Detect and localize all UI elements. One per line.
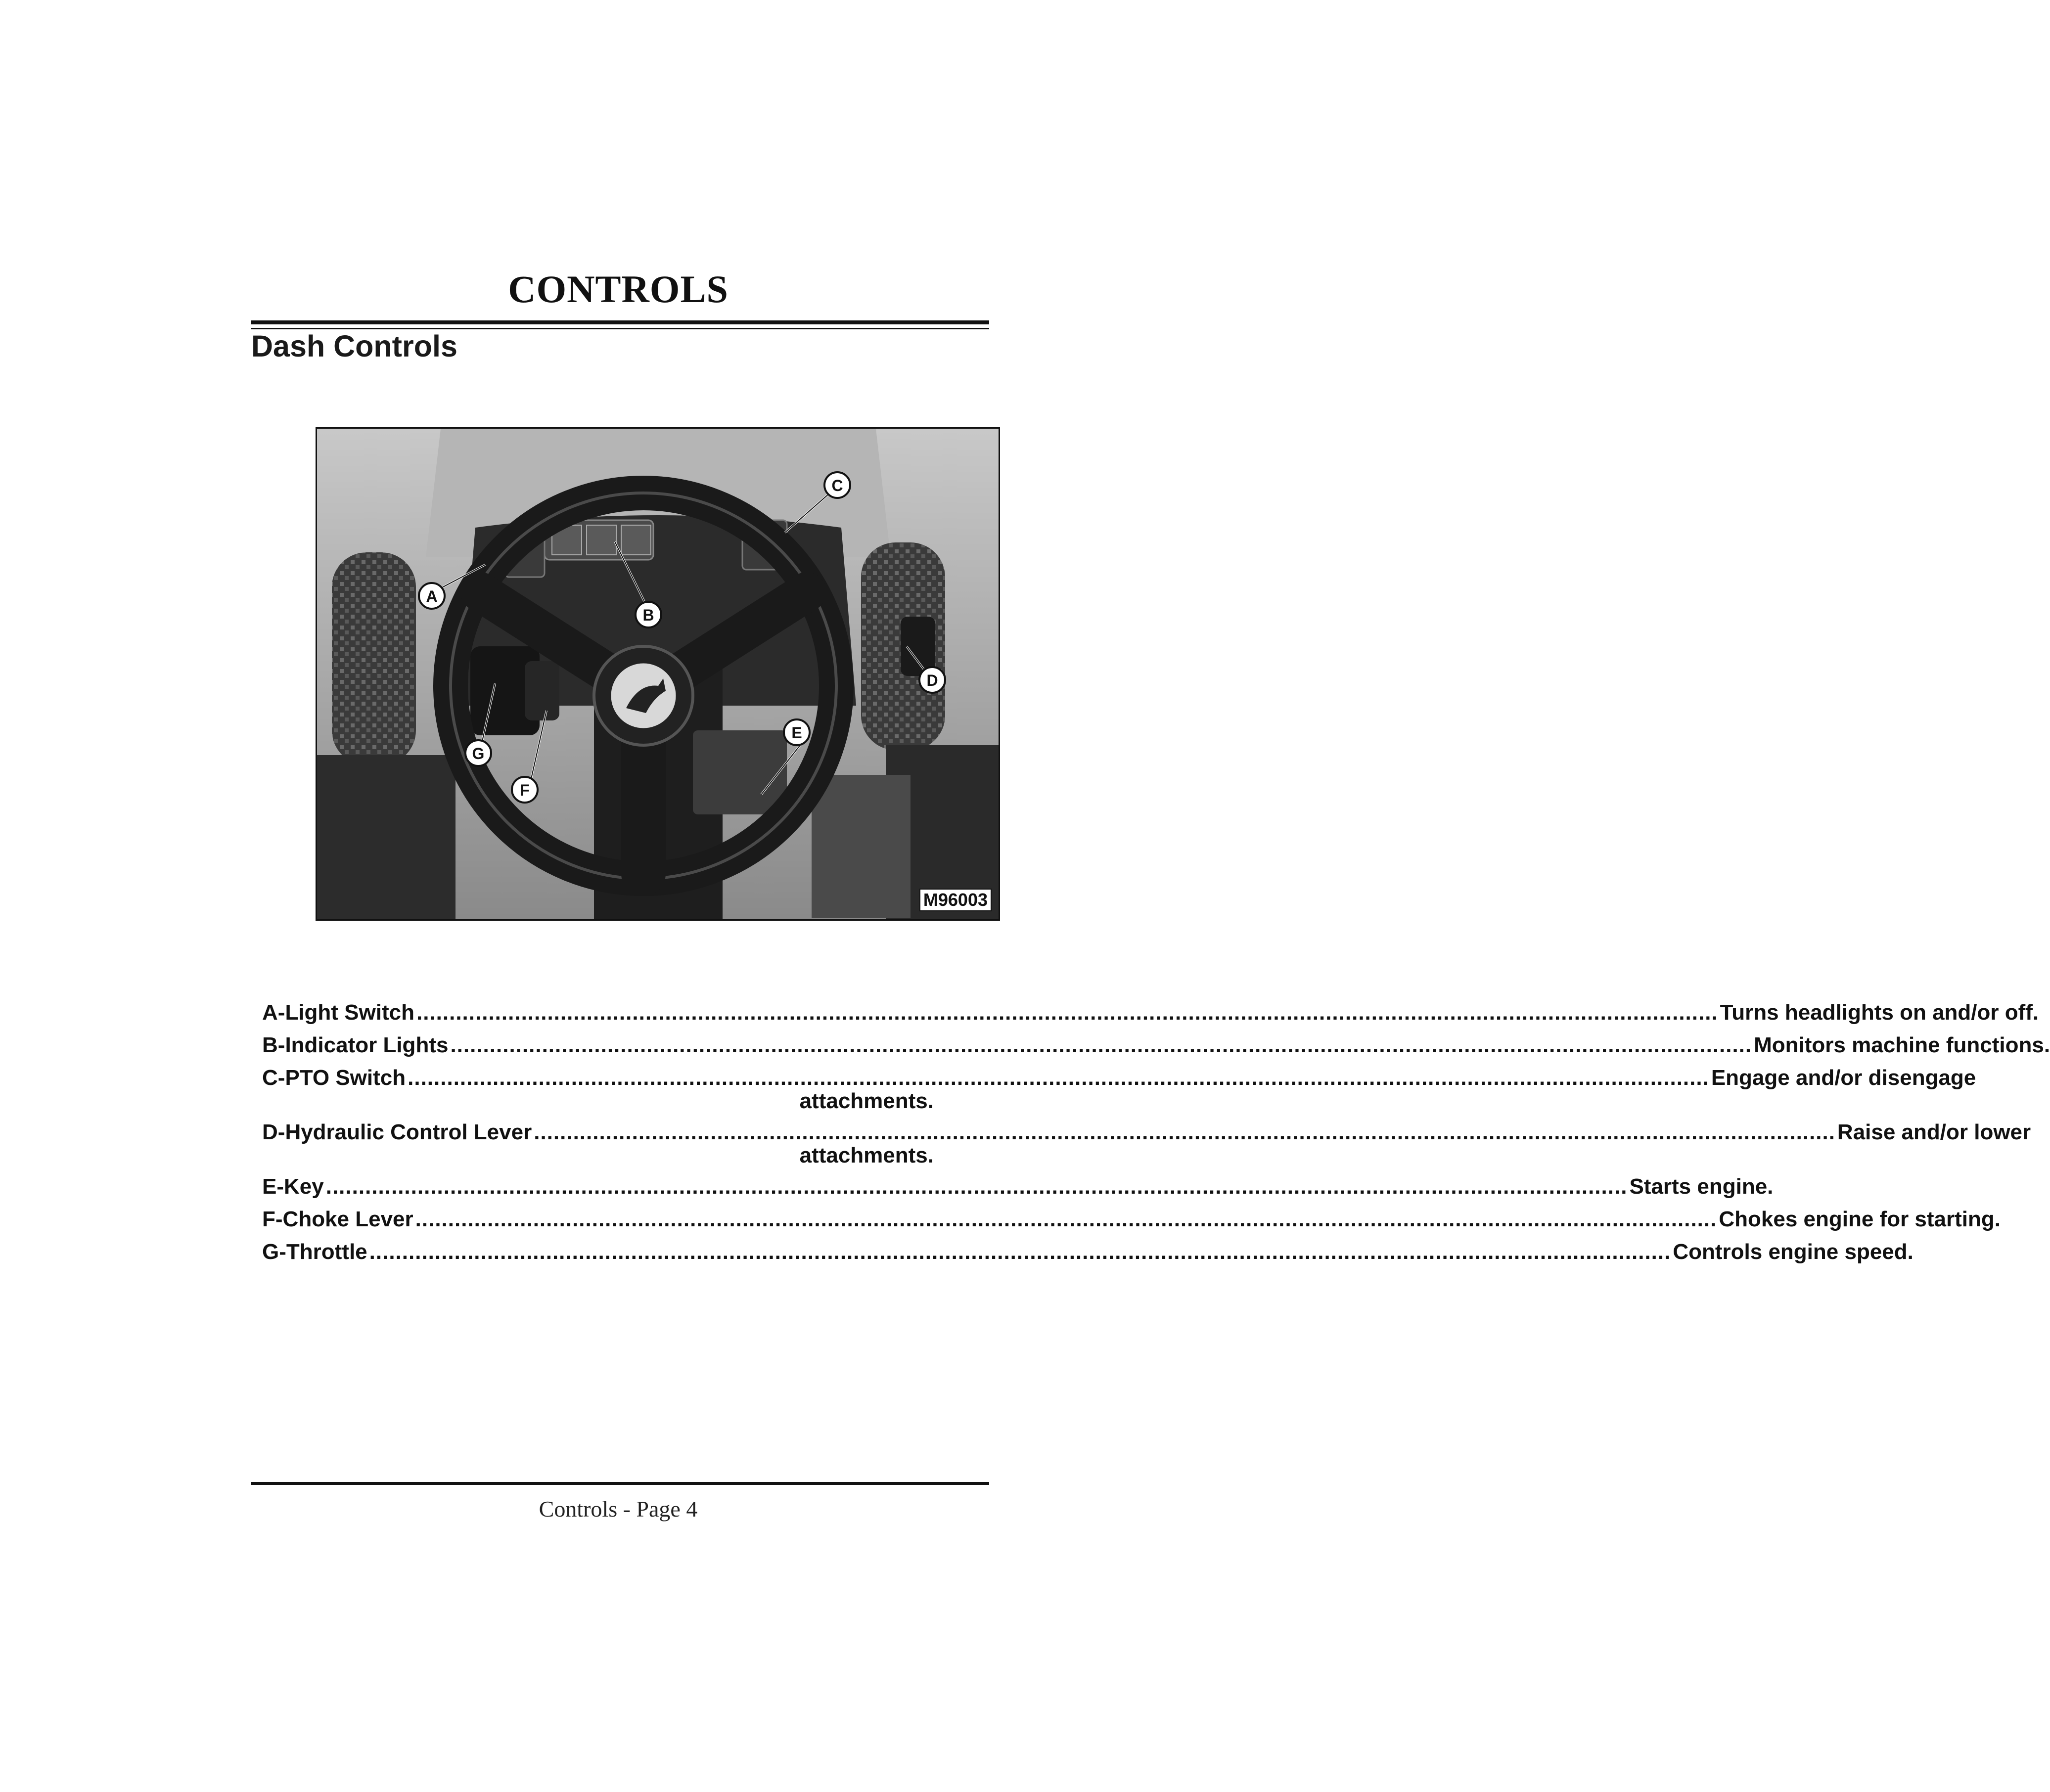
controls-legend (262, 996, 2050, 1268)
legend-description: Chokes engine for starting. (1719, 1207, 2001, 1231)
legend-dash: - (275, 1207, 283, 1231)
left-tire (332, 552, 416, 765)
legend-letter: F (262, 1207, 275, 1231)
leader-dots (448, 1029, 1754, 1062)
callout-e (784, 719, 810, 745)
section-heading: Dash Controls (251, 329, 457, 363)
callout-label: F (520, 781, 530, 799)
legend-label: Choke Lever (282, 1207, 413, 1231)
legend-description: Turns headlights on and/or off. (1720, 1000, 2039, 1025)
page-footer: Controls - Page 4 (539, 1496, 698, 1522)
page-title: CONTROLS (508, 268, 729, 311)
legend-description: Raise and/or lower (1837, 1120, 2031, 1144)
legend-letter: G (262, 1240, 279, 1264)
leader-dots (324, 1170, 1630, 1203)
legend-description: Monitors machine functions. (1754, 1033, 2050, 1057)
legend-dash: - (277, 1000, 285, 1025)
callout-d (919, 667, 945, 693)
callout-label: E (791, 724, 802, 742)
legend-label: Key (284, 1174, 324, 1199)
legend-description: Starts engine. (1629, 1174, 1774, 1199)
callout-label: A (426, 587, 438, 605)
dash-controls-photo (316, 427, 1000, 921)
legend-dash: - (277, 1120, 285, 1144)
figure-id: M96003 (919, 889, 992, 911)
callout-label: C (831, 477, 843, 494)
leader-dots (414, 996, 1720, 1029)
legend-item (262, 1203, 2001, 1236)
callout-b (636, 602, 661, 627)
key-switch-panel (693, 730, 787, 814)
legend-continuation: attachments. (799, 1089, 934, 1113)
legend-letter: E (262, 1174, 277, 1199)
steering-wheel-illustration (317, 429, 999, 919)
legend-letter: D (262, 1120, 278, 1144)
title-rule (251, 320, 989, 324)
leader-dots (367, 1236, 1673, 1268)
footer-rule (251, 1482, 989, 1485)
legend-letter: A (262, 1000, 278, 1025)
leader-dots (532, 1116, 1837, 1149)
legend-item (262, 1236, 1913, 1268)
legend-dash: - (277, 1066, 285, 1090)
legend-label: Hydraulic Control Lever (285, 1120, 532, 1144)
legend-dash: - (279, 1240, 286, 1264)
callout-label: B (642, 606, 654, 624)
legend-label: Indicator Lights (285, 1033, 449, 1057)
callout-a (419, 583, 445, 609)
legend-dash: - (277, 1033, 285, 1057)
callout-f (512, 777, 538, 803)
callout-label: G (472, 745, 485, 762)
legend-item (262, 996, 2039, 1029)
legend-continuation: attachments. (799, 1143, 934, 1167)
legend-letter: B (262, 1033, 278, 1057)
legend-item (262, 1029, 2050, 1062)
leader-dots (413, 1203, 1719, 1236)
choke-lever (525, 661, 559, 720)
legend-description: Engage and/or disengage (1711, 1066, 1976, 1090)
legend-label: PTO Switch (285, 1066, 406, 1090)
legend-item (262, 1170, 1774, 1203)
legend-dash: - (276, 1174, 284, 1199)
legend-label: Light Switch (285, 1000, 414, 1025)
callout-g (465, 740, 491, 766)
legend-label: Throttle (286, 1240, 367, 1264)
callout-label: D (926, 672, 938, 689)
callout-c (824, 472, 850, 498)
legend-letter: C (262, 1066, 278, 1090)
legend-description: Controls engine speed. (1673, 1240, 1913, 1264)
leader-dots (406, 1062, 1711, 1094)
